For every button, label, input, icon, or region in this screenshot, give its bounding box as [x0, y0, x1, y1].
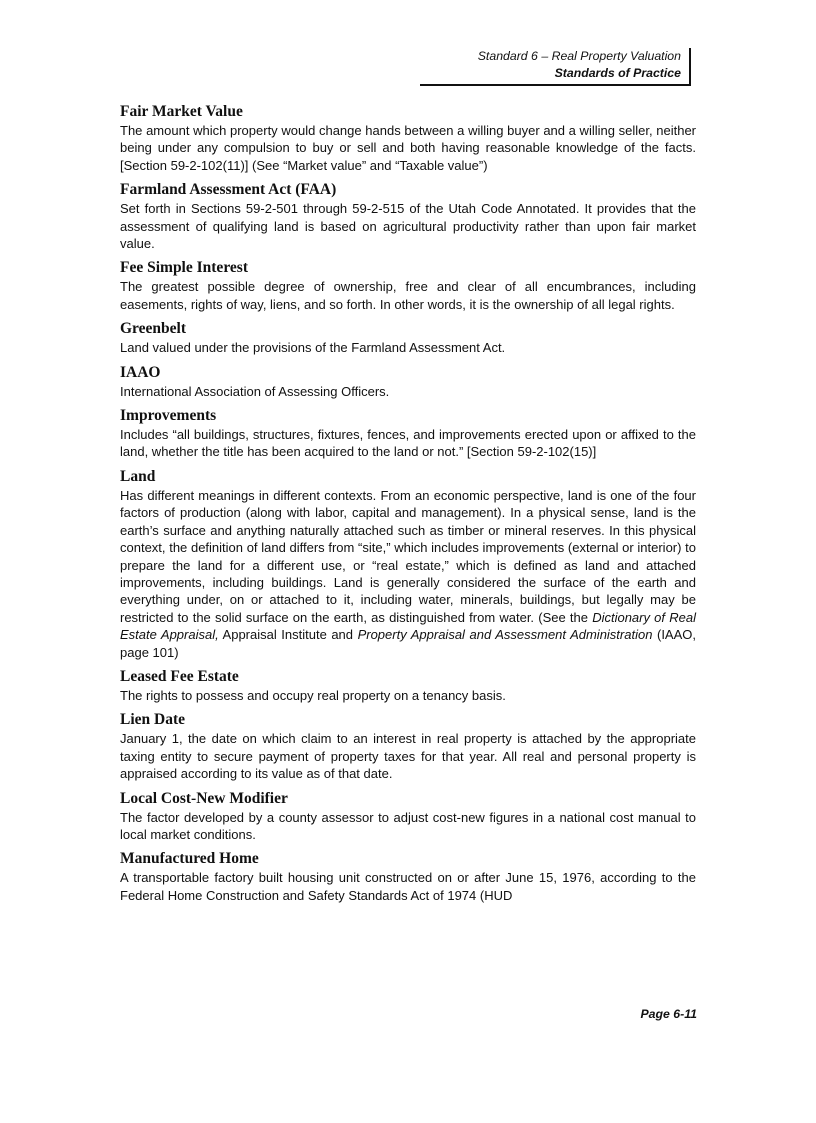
term-heading: Leased Fee Estate	[120, 667, 239, 685]
glossary-entry-leased-fee-estate	[120, 667, 696, 704]
term-definition: International Association of Assessing Officers.	[120, 383, 390, 399]
glossary-entry-lien-date	[120, 710, 696, 782]
term-heading: Greenbelt	[120, 320, 187, 338]
header-standard-title: Standard 6 – Real Property Valuation	[477, 49, 681, 63]
definition-text: (IAAO, page 101)	[120, 627, 696, 660]
term-definition: The rights to possess and occupy real property on a tenancy basis.	[120, 687, 506, 703]
reference-title: Property Appraisal and Assessment Administration	[357, 627, 653, 643]
term-heading: Lien Date	[120, 711, 186, 729]
term-heading: Land	[120, 467, 156, 485]
term-heading: Fee Simple Interest	[120, 259, 248, 277]
term-heading: Farmland Assessment Act (FAA)	[120, 181, 337, 199]
glossary-entry-iaao	[120, 363, 696, 400]
page-number: Page 6-11	[640, 1007, 697, 1021]
term-definition	[120, 487, 696, 661]
term-heading: Manufactured Home	[120, 850, 259, 868]
glossary-entry-fair-market-value	[120, 102, 696, 174]
term-definition: Includes “all buildings, structures, fixtures, fences, and improvements erected upon or affixed to the land, whether the title has been acquired to the land or not.” [Section 59-2-102(15)]	[120, 427, 696, 460]
glossary-entry-fee-simple-interest	[120, 258, 696, 313]
glossary-entry-farmland-assessment-act	[120, 180, 696, 252]
glossary-entry-greenbelt	[120, 319, 696, 356]
glossary-entry-local-cost-new-modifier	[120, 789, 696, 844]
definition-text: Appraisal Institute and	[218, 627, 358, 643]
definition-text: Has different meanings in different contexts. From an economic perspective, land is one of the four factors of production (along with labor, capital and management). In a physical sense, land is the earth’s surface and anything naturally attached such as timber or mineral reserves. In this physical context, the definition of land differs from “site,” which includes improvements (external or interior) to prepare the land for a different use, or “real estate,” which is defined as land and attached improvements, including buildings. Land is generally considered the surface of the earth and everything under, on or attached to it, including water, minerals, buildings, but legally may be restricted to the solid surface on the earth, as distinguished from water. (See the	[120, 487, 696, 625]
glossary-list	[120, 102, 696, 910]
reference-title: Dictionary of Real Estate Appraisal,	[120, 609, 696, 643]
running-header	[420, 48, 691, 86]
header-section-title: Standards of Practice	[554, 66, 681, 80]
term-definition: A transportable factory built housing unit constructed on or after June 15, 1976, according to the Federal Home Construction and Safety Standards Act of 1974 (HUD	[120, 870, 696, 903]
term-heading: Local Cost-New Modifier	[120, 789, 288, 807]
term-heading: Fair Market Value	[120, 103, 243, 120]
term-definition: January 1, the date on which claim to an interest in real property is attached by the appropriate taxing entity to secure payment of property taxes for that year. All real and personal property is appraised according to its value as of that date.	[120, 731, 696, 782]
glossary-entry-land	[120, 467, 696, 661]
term-heading: IAAO	[120, 363, 161, 381]
term-heading: Improvements	[120, 407, 217, 425]
glossary-entry-manufactured-home	[120, 849, 696, 904]
term-definition: The factor developed by a county assessor to adjust cost-new figures in a national cost manual to local market conditions.	[120, 809, 696, 842]
term-definition: Set forth in Sections 59-2-501 through 59-2-515 of the Utah Code Annotated. It provides that the assessment of qualifying land is based on agricultural productivity rather than upon fair market value.	[120, 201, 696, 252]
glossary-entry-improvements	[120, 406, 696, 461]
term-definition: The greatest possible degree of ownership, free and clear of all encumbrances, including easements, rights of way, liens, and so forth. In other words, it is the ownership of all legal rights.	[120, 279, 696, 312]
term-definition: The amount which property would change hands between a willing buyer and a willing seller, neither being under any compulsion to buy or sell and both having reasonable knowledge of the facts. [Section 59-2-102(11)] (See “Market value” and “Taxable value”)	[120, 123, 696, 173]
term-definition: Land valued under the provisions of the Farmland Assessment Act.	[120, 340, 506, 356]
